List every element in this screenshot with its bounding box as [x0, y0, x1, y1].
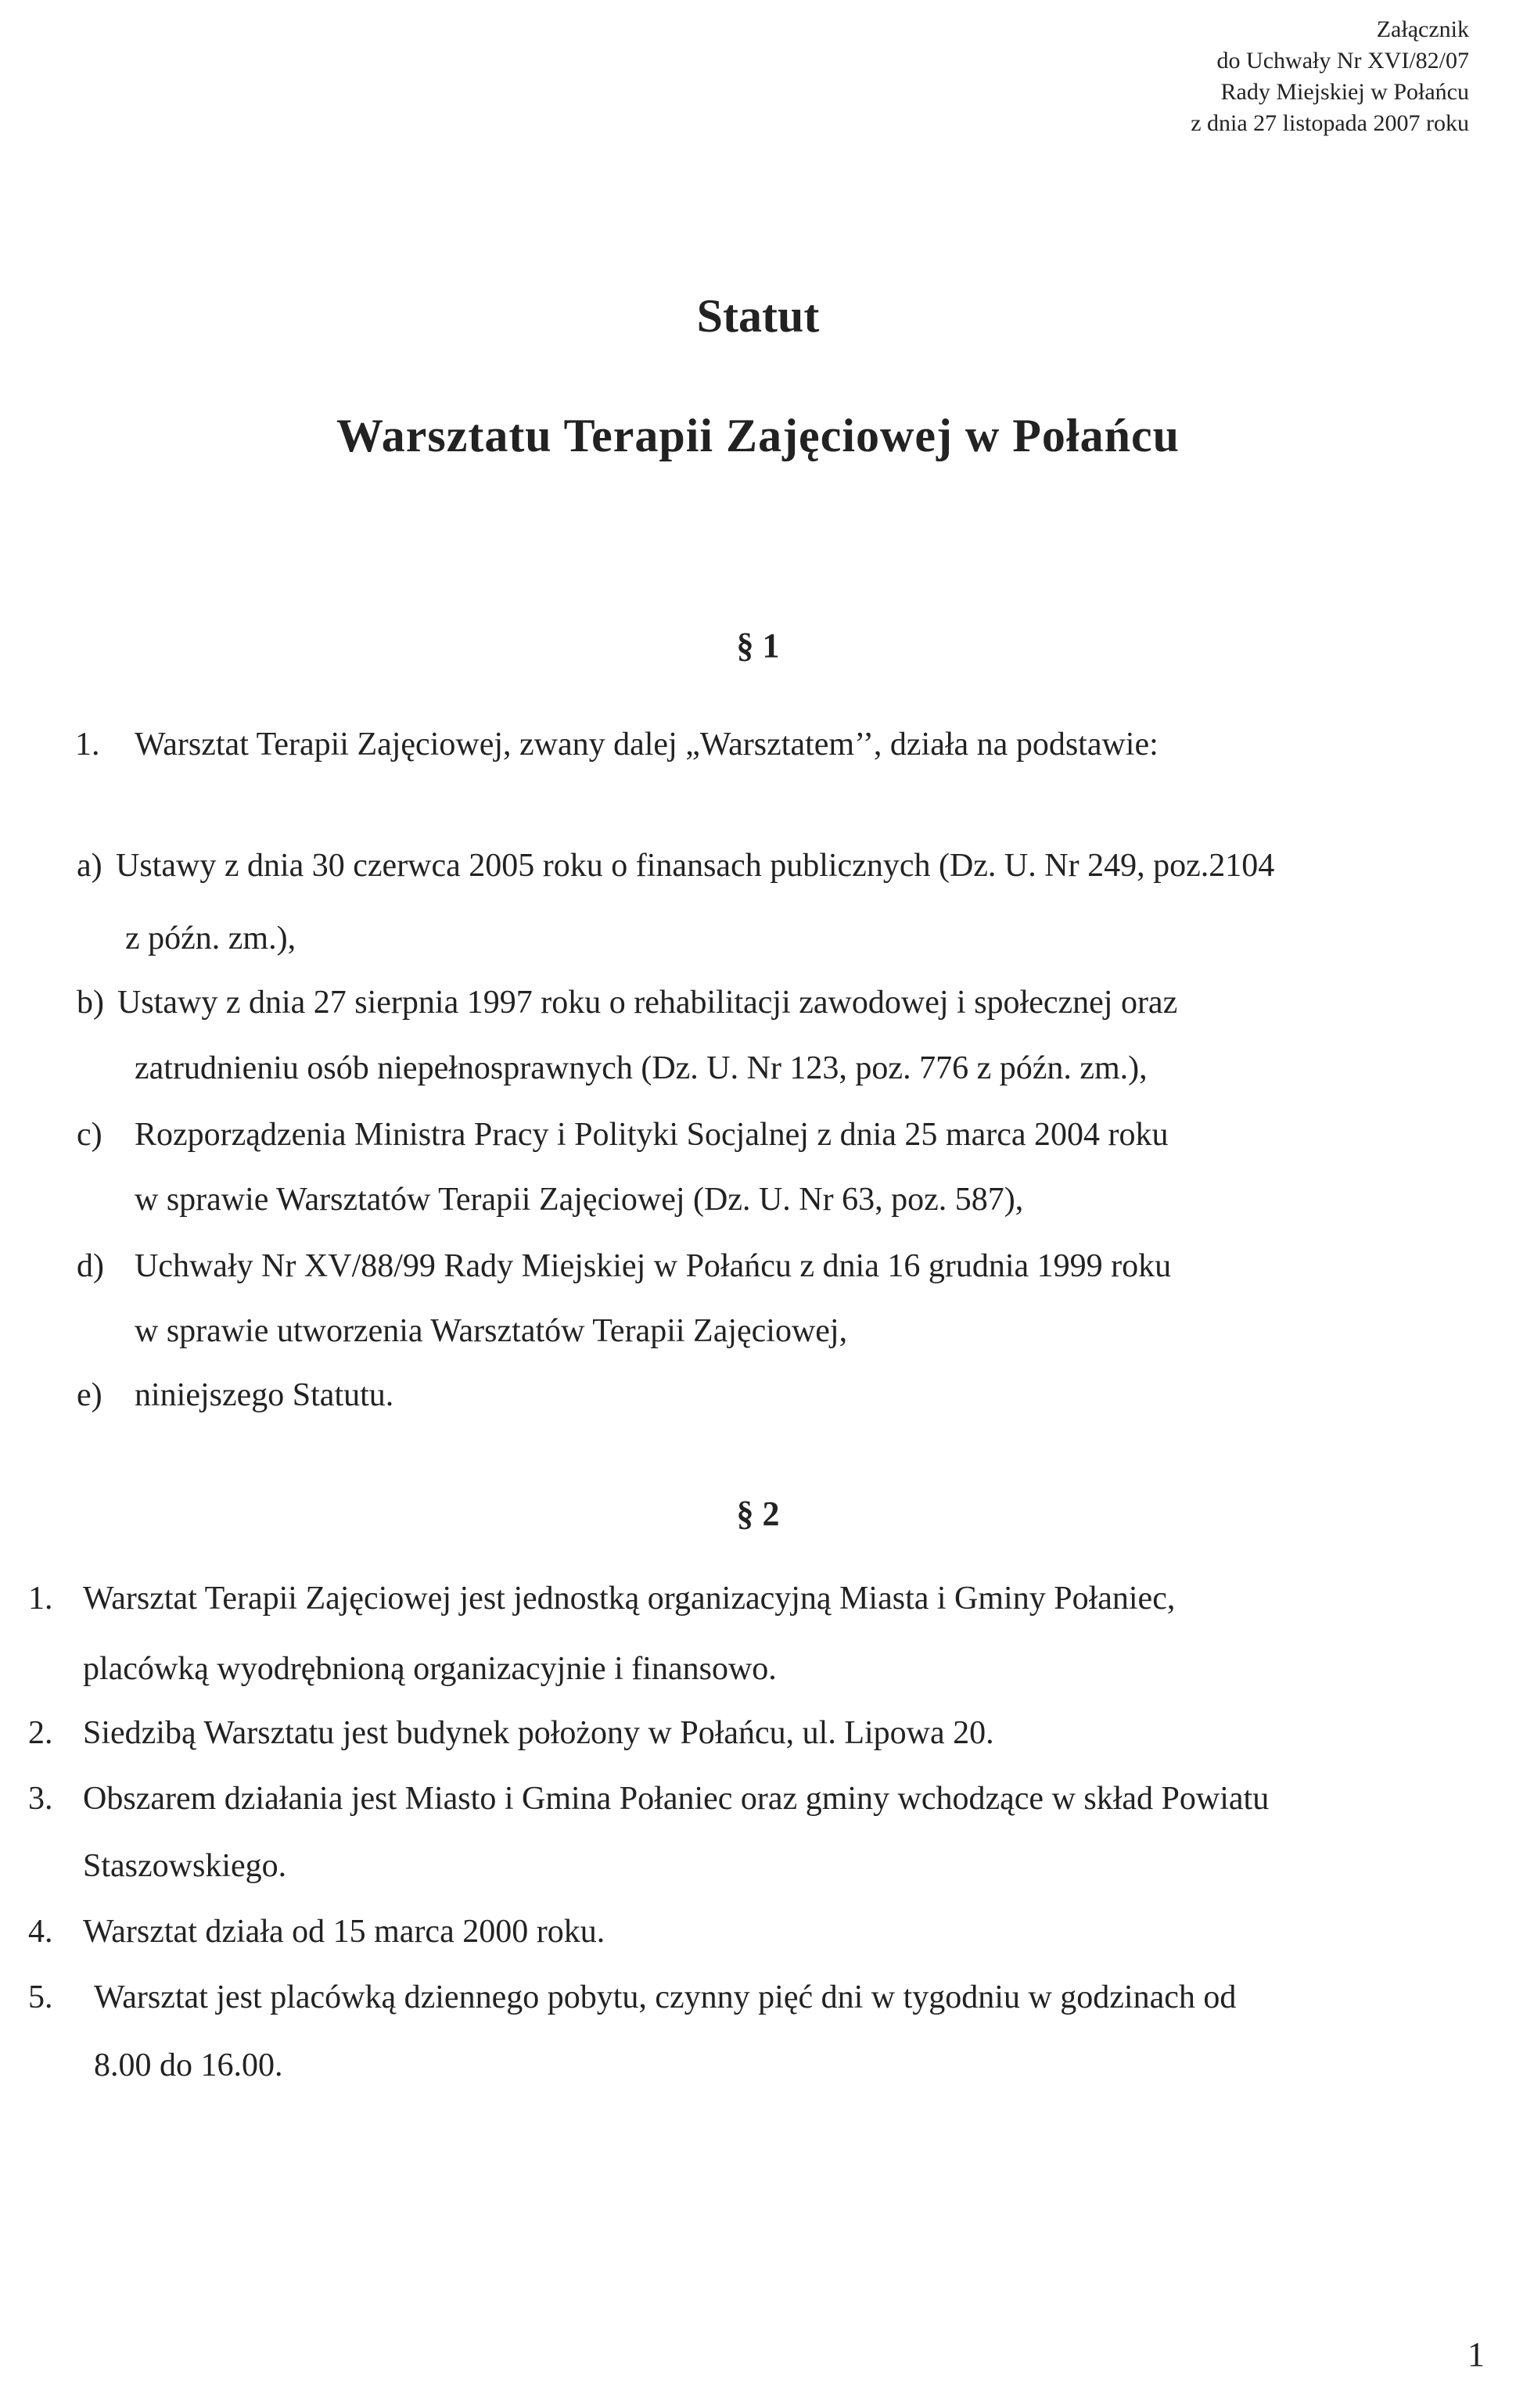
s2-item-3-line2: Staszowskiego.	[83, 1848, 287, 1884]
attachment-header	[1191, 14, 1469, 139]
s2-item-5-marker: 5.	[28, 1979, 53, 2015]
item-e-line1: niniejszego Statutu.	[135, 1377, 394, 1413]
section-1-heading: § 1	[736, 626, 780, 665]
item-d-line1: Uchwały Nr XV/88/99 Rady Miejskiej w Połańcu z dnia 16 grudnia 1999 roku	[135, 1248, 1172, 1284]
section-1-intro: Warsztat Terapii Zajęciowej, zwany dalej „Warsztatem’’, działa na podstawie:	[135, 727, 1159, 763]
s2-item-5-line2: 8.00 do 16.00.	[94, 2047, 283, 2083]
s2-item-3-line1: Obszarem działania jest Miasto i Gmina Połaniec oraz gminy wchodzące w skład Powiatu	[83, 1781, 1270, 1817]
header-line-attachment: Załącznik	[1376, 16, 1469, 42]
header-line-date: z dnia 27 listopada 2007 roku	[1191, 110, 1469, 136]
document-title: Statut	[696, 290, 820, 342]
s2-item-3-marker: 3.	[28, 1781, 53, 1817]
s2-item-2-marker: 2.	[28, 1715, 53, 1751]
item-c-marker: c)	[77, 1117, 102, 1153]
page-number: 1	[1468, 2335, 1485, 2374]
section-2-heading: § 2	[736, 1495, 780, 1533]
item-d-line2: w sprawie utworzenia Warsztatów Terapii Zajęciowej,	[135, 1313, 848, 1349]
item-b-marker: b)	[77, 985, 104, 1021]
item-c-line1: Rozporządzenia Ministra Pracy i Polityki Socjalnej z dnia 25 marca 2004 roku	[135, 1117, 1169, 1153]
item-b-line2: zatrudnieniu osób niepełnosprawnych (Dz. U. Nr 123, poz. 776 z późn. zm.),	[135, 1050, 1148, 1086]
item-b-line1: Ustawy z dnia 27 sierpnia 1997 roku o rehabilitacji zawodowej i społecznej oraz	[117, 985, 1178, 1021]
s2-item-1-line2: placówką wyodrębnioną organizacyjnie i finansowo.	[83, 1651, 777, 1687]
item-c-line2: w sprawie Warsztatów Terapii Zajęciowej (Dz. U. Nr 63, poz. 587),	[135, 1182, 1024, 1218]
item-a-line1: Ustawy z dnia 30 czerwca 2005 roku o finansach publicznych (Dz. U. Nr 249, poz.2104	[116, 848, 1275, 884]
header-line-council: Rady Miejskiej w Połańcu	[1220, 79, 1469, 105]
s2-item-5-line1: Warsztat jest placówką dziennego pobytu, czynny pięć dni w tygodniu w godzinach od	[94, 1979, 1237, 2015]
s2-item-1-line1: Warsztat Terapii Zajęciowej jest jednostką organizacyjną Miasta i Gminy Połaniec,	[83, 1581, 1176, 1617]
item-a-marker: a)	[77, 848, 102, 884]
s2-item-4-line1: Warsztat działa od 15 marca 2000 roku.	[83, 1914, 605, 1950]
s2-item-4-marker: 4.	[28, 1914, 53, 1950]
document-subtitle: Warsztatu Terapii Zajęciowej w Połańcu	[336, 410, 1180, 461]
item-d-marker: d)	[77, 1248, 104, 1284]
s2-item-2-line1: Siedzibą Warsztatu jest budynek położony w Połańcu, ul. Lipowa 20.	[83, 1715, 994, 1751]
item-a-line2: z późn. zm.),	[125, 920, 296, 956]
s2-item-1-marker: 1.	[28, 1581, 53, 1617]
header-line-resolution: do Uchwały Nr XVI/82/07	[1216, 48, 1469, 74]
section-1-intro-number: 1.	[75, 727, 100, 763]
item-e-marker: e)	[77, 1377, 102, 1413]
